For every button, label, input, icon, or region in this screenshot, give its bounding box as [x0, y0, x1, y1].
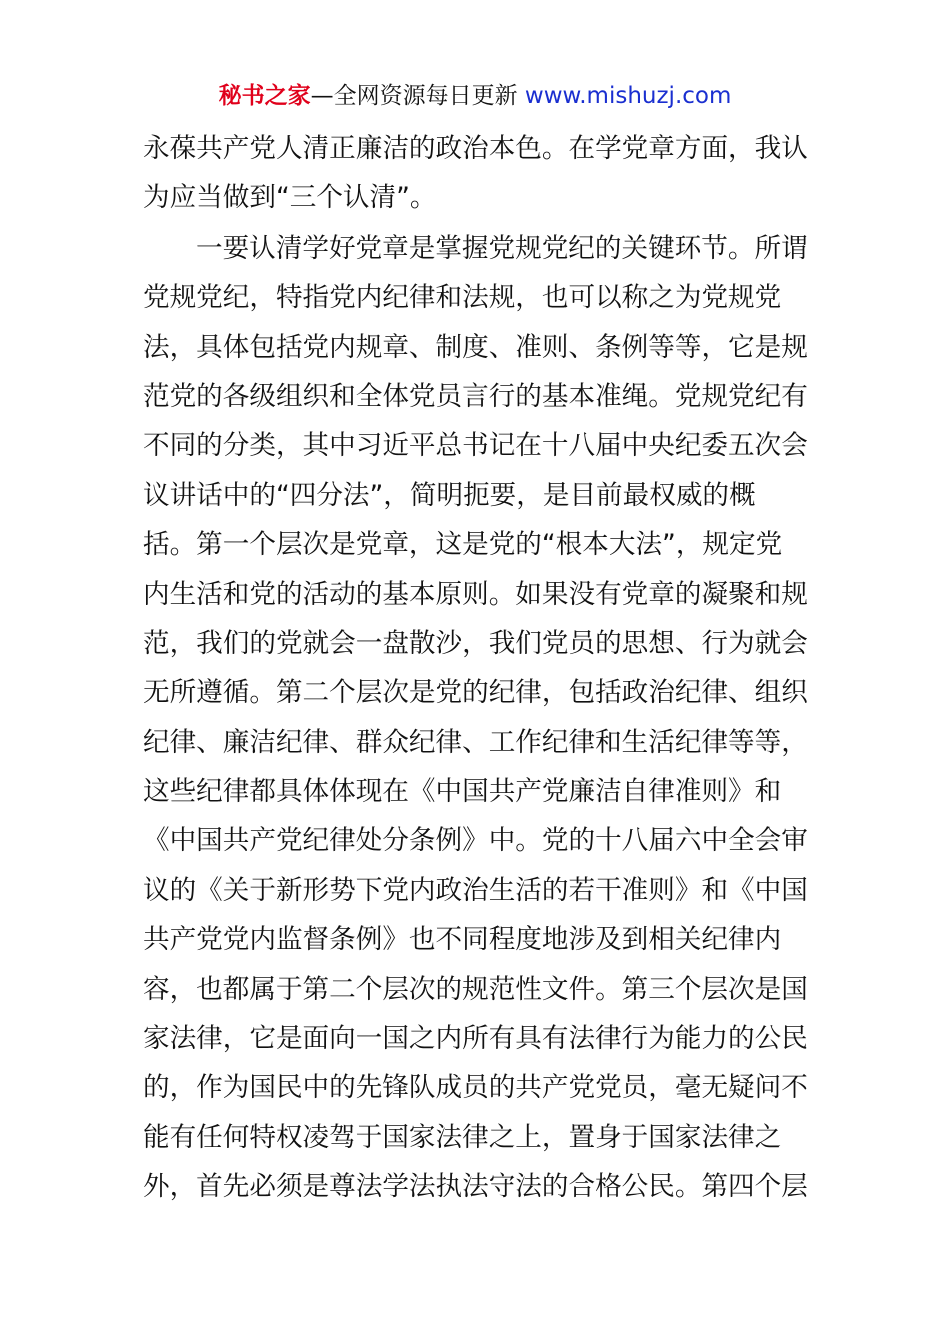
text-line: 的，作为国民中的先锋队成员的共产党党员，毫无疑问不 [143, 1072, 808, 1104]
document-body [143, 124, 823, 1212]
text-line: 容，也都属于第二个层次的规范性文件。第三个层次是国 [143, 973, 808, 1005]
text-line: 家法律，它是面向一国之内所有具有法律行为能力的公民 [143, 1023, 808, 1055]
text-line: 这些纪律都具体体现在《中国共产党廉洁自律准则》和 [143, 776, 782, 808]
text-line: 无所遵循。第二个层次是党的纪律，包括政治纪律、组织 [143, 677, 808, 709]
text-line: 为应当做到“三个认清”。 [143, 182, 437, 214]
page-header [0, 78, 950, 114]
paragraph-first-line: 一要认清学好党章是掌握党规党纪的关键环节。所谓 [196, 232, 808, 264]
text-line: 纪律、廉洁纪律、群众纪律、工作纪律和生活纪律等等， [143, 726, 808, 758]
site-tagline: —全网资源每日更新 [310, 83, 525, 109]
text-line: 党规党纪，特指党内纪律和法规，也可以称之为党规党 [143, 282, 782, 314]
text-line: 内生活和党的活动的基本原则。如果没有党章的凝聚和规 [143, 578, 808, 610]
text-line: 能有任何特权凌驾于国家法律之上，置身于国家法律之 [143, 1121, 782, 1153]
text-line: 法，具体包括党内规章、制度、准则、条例等等，它是规 [143, 331, 808, 363]
text-line: 范，我们的党就会一盘散沙，我们党员的思想、行为就会 [143, 627, 808, 659]
text-line: 括。第一个层次是党章，这是党的“根本大法”，规定党 [143, 529, 783, 561]
text-line: 议的《关于新形势下党内政治生活的若干准则》和《中国 [143, 874, 808, 906]
text-line: 议讲话中的“四分法”，简明扼要，是目前最权威的概 [143, 479, 756, 511]
text-line: 《中国共产党纪律处分条例》中。党的十八届六中全会审 [143, 825, 808, 857]
site-url-link[interactable]: www.mishuzj.com [524, 83, 732, 109]
text-line: 范党的各级组织和全体党员言行的基本准绳。党规党纪有 [143, 380, 808, 412]
text-line: 不同的分类，其中习近平总书记在十八届中央纪委五次会 [143, 430, 808, 462]
text-line: 永葆共产党人清正廉洁的政治本色。在学党章方面，我认 [143, 133, 808, 164]
site-brand: 秘书之家 [218, 83, 311, 109]
text-line: 外，首先必须是尊法学法执法守法的合格公民。第四个层 [143, 1171, 808, 1203]
text-line: 共产党党内监督条例》也不同程度地涉及到相关纪律内 [143, 924, 782, 956]
